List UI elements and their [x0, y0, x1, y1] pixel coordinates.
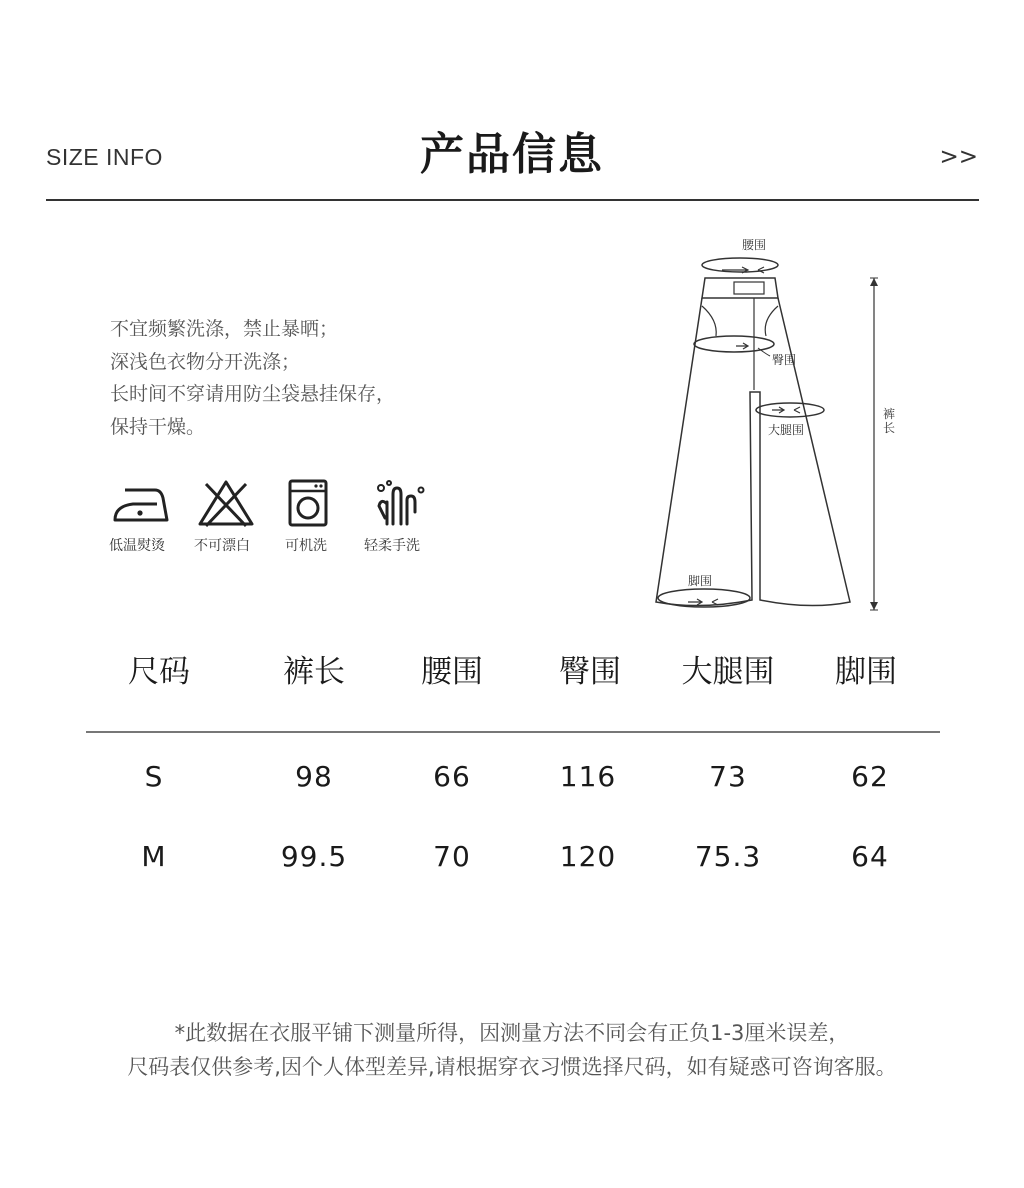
care-instructions — [110, 313, 395, 443]
low-temp-iron-icon — [105, 478, 177, 528]
size-info-label: SIZE INFO — [46, 144, 163, 170]
waist-label: 腰围 — [742, 238, 767, 252]
table-cell: 73 — [709, 760, 747, 793]
hem-label: 脚围 — [688, 574, 713, 588]
page-title: 产品信息 — [420, 129, 604, 180]
header-divider — [46, 199, 979, 201]
note-line: *此数据在衣服平铺下测量所得，因测量方法不同会有正负1-3厘米误差， — [174, 1021, 850, 1045]
col-header-thigh: 大腿围 — [681, 654, 775, 690]
table-cell: 116 — [559, 760, 617, 793]
hip-label: 臀围 — [772, 353, 797, 367]
chevron-right-icon: >> — [939, 144, 978, 170]
thigh-label: 大腿围 — [768, 423, 805, 437]
care-line: 长时间不穿请用防尘袋悬挂保存， — [110, 383, 396, 405]
care-line: 不宜频繁洗涤，禁止暴晒； — [110, 318, 339, 340]
col-header-hip: 臀围 — [559, 654, 621, 690]
icon-label: 不可漂白 — [194, 538, 250, 554]
icon-label: 低温熨烫 — [109, 538, 165, 554]
table-cell: 75.3 — [694, 840, 762, 873]
table-cell: 70 — [433, 840, 471, 873]
icon-label: 轻柔手洗 — [364, 538, 420, 554]
table-cell: 98 — [295, 760, 333, 793]
no-bleach-icon — [190, 478, 262, 528]
machine-wash-icon — [272, 478, 344, 528]
table-cell: 64 — [851, 840, 889, 873]
col-header-length: 裤长 — [283, 654, 345, 690]
note-line: 尺码表仅供参考,因个人体型差异,请根据穿衣习惯选择尺码，如有疑惑可咨询客服。 — [127, 1055, 897, 1079]
table-cell: 66 — [433, 760, 471, 793]
icon-label: 可机洗 — [285, 538, 327, 554]
col-header-waist: 腰围 — [421, 654, 483, 690]
table-cell: 99.5 — [280, 840, 348, 873]
pants-measurement-diagram — [630, 230, 910, 620]
table-cell: 120 — [559, 840, 617, 873]
table-divider — [86, 731, 940, 733]
col-header-hem: 脚围 — [835, 654, 897, 690]
table-cell: S — [144, 760, 164, 793]
length-label: 裤长 — [883, 407, 896, 435]
col-header-size: 尺码 — [128, 654, 190, 690]
measurement-note — [0, 1016, 1024, 1084]
table-cell: 62 — [851, 760, 889, 793]
gentle-hand-wash-icon — [361, 478, 433, 528]
table-cell: M — [141, 840, 167, 873]
care-line: 保持干燥。 — [110, 415, 206, 438]
care-line: 深浅色衣物分开洗涤； — [110, 350, 301, 373]
